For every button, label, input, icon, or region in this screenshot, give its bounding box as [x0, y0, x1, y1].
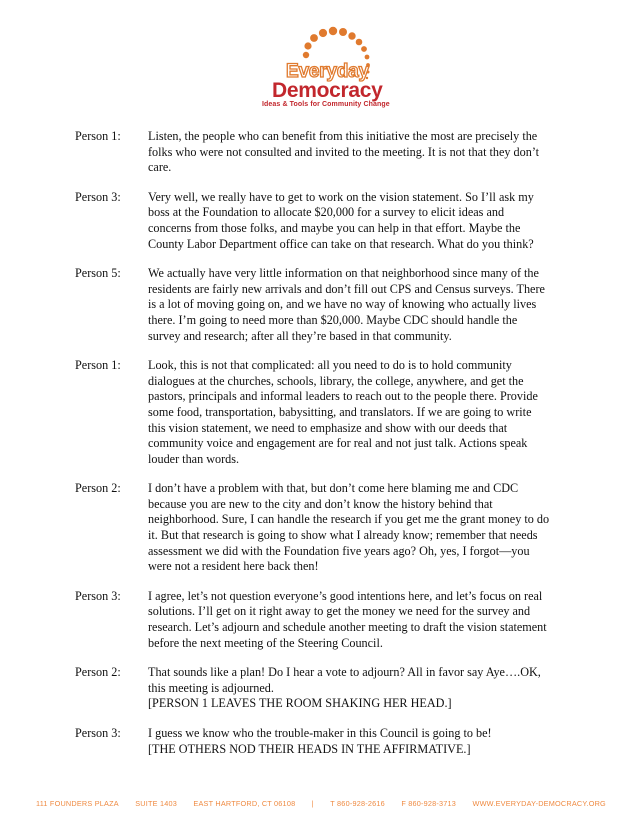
dialogue-entry	[75, 665, 575, 712]
dialogue-entry	[75, 589, 575, 651]
footer-phone: T 860-928-2616	[330, 799, 385, 808]
speaker-label: Person 1:	[75, 358, 121, 373]
speech-line: That sounds like a plan! Do I hear a vote to adjourn? All in favor say Aye….OK,	[148, 665, 541, 680]
dialogue-entry	[75, 129, 575, 176]
speech-line: this vision statement, we need to emphasize and show with our deeds that	[148, 420, 508, 435]
speech-line: survey and research; after all they’re based in that community.	[148, 328, 452, 343]
speaker-label: Person 1:	[75, 129, 121, 143]
dialogue-transcript	[75, 129, 575, 771]
dialogue-entry	[75, 266, 575, 344]
speech-line: assessment we did with the Foundation five years ago? Oh, yes, I forgot—you	[148, 543, 530, 558]
dialogue-entry	[75, 481, 575, 575]
speech-line: Very well, we really have to get to work on the vision statement. So I’ll ask my	[148, 189, 534, 204]
dialogue-entry	[75, 190, 575, 252]
speech-line: solutions. I’ll get on it right away to get the money we need for the survey and	[148, 604, 531, 619]
speech-text	[148, 190, 534, 252]
speech-line: some food, transportation, babysitting, and translators. If we are going to write	[148, 404, 532, 419]
speaker-label: Person 3:	[75, 588, 121, 603]
speaker-label: Person 2:	[75, 665, 121, 680]
speech-line: louder than words.	[148, 451, 240, 466]
speech-line: I agree, let’s not question everyone’s good intentions here, and let’s focus on real	[148, 588, 543, 603]
speech-line: County Labor Department office can take on that research. What do you think?	[148, 236, 534, 251]
speech-line: [PERSON 1 LEAVES THE ROOM SHAKING HER HEAD.]	[148, 696, 452, 711]
speech-line: Listen, the people who can benefit from this initiative the most are precisely the	[148, 129, 538, 143]
speech-line: there. I’m going to need more than $20,000. Maybe CDC should handle the	[148, 312, 518, 327]
speech-line: this meeting is adjourned.	[148, 680, 274, 695]
speech-line: I guess we know who the trouble-maker in this Council is going to be!	[148, 726, 492, 740]
speech-line: residents are fairly new arrivals and don’t fill out CPS and Census surveys. There	[148, 281, 545, 296]
speech-line: [THE OTHERS NOD THEIR HEADS IN THE AFFIRMATIVE.]	[148, 741, 471, 756]
speaker-label: Person 3:	[75, 726, 121, 740]
speech-line: community voice and engagement are for real and not just talk. Actions speak	[148, 436, 528, 451]
speech-line: research. Let’s adjourn and schedule another meeting to draft the vision statement	[148, 620, 547, 635]
speech-text	[148, 266, 545, 344]
speech-text	[148, 726, 492, 757]
speech-line: Look, this is not that complicated: all you need to do is to hold community	[148, 358, 512, 373]
speech-line: We actually have very little information on that neighborhood since many of the	[148, 266, 539, 281]
footer-website: WWW.EVERYDAY-DEMOCRACY.ORG	[472, 799, 606, 808]
letterhead-footer	[36, 799, 606, 808]
footer-suite: SUITE 1403	[135, 799, 177, 808]
speech-line: before the next meeting of the Steering Council.	[148, 635, 383, 650]
speech-text	[148, 129, 539, 176]
logo-wordmark-democracy: Democracy	[272, 79, 383, 102]
footer-address: 111 FOUNDERS PLAZA	[36, 799, 119, 808]
speech-line: care.	[148, 160, 172, 175]
speech-line: dialogues at the churches, schools, library, the college, anywhere, and get the	[148, 373, 524, 388]
speech-line: concerns from those folks, and maybe you can help in that effort. Maybe the	[148, 220, 521, 235]
speech-line: neighborhood. Sure, I can handle the research if you get me the grant money to do	[148, 512, 550, 527]
speech-line: pastors, principals and informal leaders to reach out to the people there. Provide	[148, 389, 538, 404]
everyday-democracy-logo	[248, 22, 398, 112]
footer-fax: F 860-928-3713	[401, 799, 457, 808]
speech-line: because you are new to the city and don’t know the history behind that	[148, 496, 493, 511]
speaker-label: Person 2:	[75, 481, 121, 496]
speech-line: I don’t have a problem with that, but don’t come here blaming me and CDC	[148, 481, 519, 496]
speech-line: is a lot of moving going on, and we have no way of knowing who actually lives	[148, 297, 537, 312]
dialogue-entry	[75, 358, 575, 467]
logo-wordmark-everyday: Everyday	[286, 61, 369, 82]
speech-line: it. But that research is going to show what I already know; remember that needs	[148, 528, 538, 543]
dialogue-entry	[75, 726, 575, 757]
speech-text	[148, 481, 549, 575]
speech-line: boss at the Foundation to allocate $20,000 for a survey to elicit ideas and	[148, 205, 505, 220]
footer-city: EAST HARTFORD, CT 06108	[193, 799, 296, 808]
speech-line: folks who were not consulted and invited to the meeting. It is not that they don’t	[148, 144, 540, 159]
speech-text	[148, 665, 541, 712]
speech-line: were not a resident here back then!	[148, 559, 319, 574]
speaker-label: Person 3:	[75, 189, 121, 204]
footer-separator: |	[311, 799, 314, 808]
speech-text	[148, 589, 547, 651]
speaker-label: Person 5:	[75, 266, 121, 281]
logo-tagline: Ideas & Tools for Community Change	[262, 101, 390, 108]
speech-text	[148, 358, 538, 467]
